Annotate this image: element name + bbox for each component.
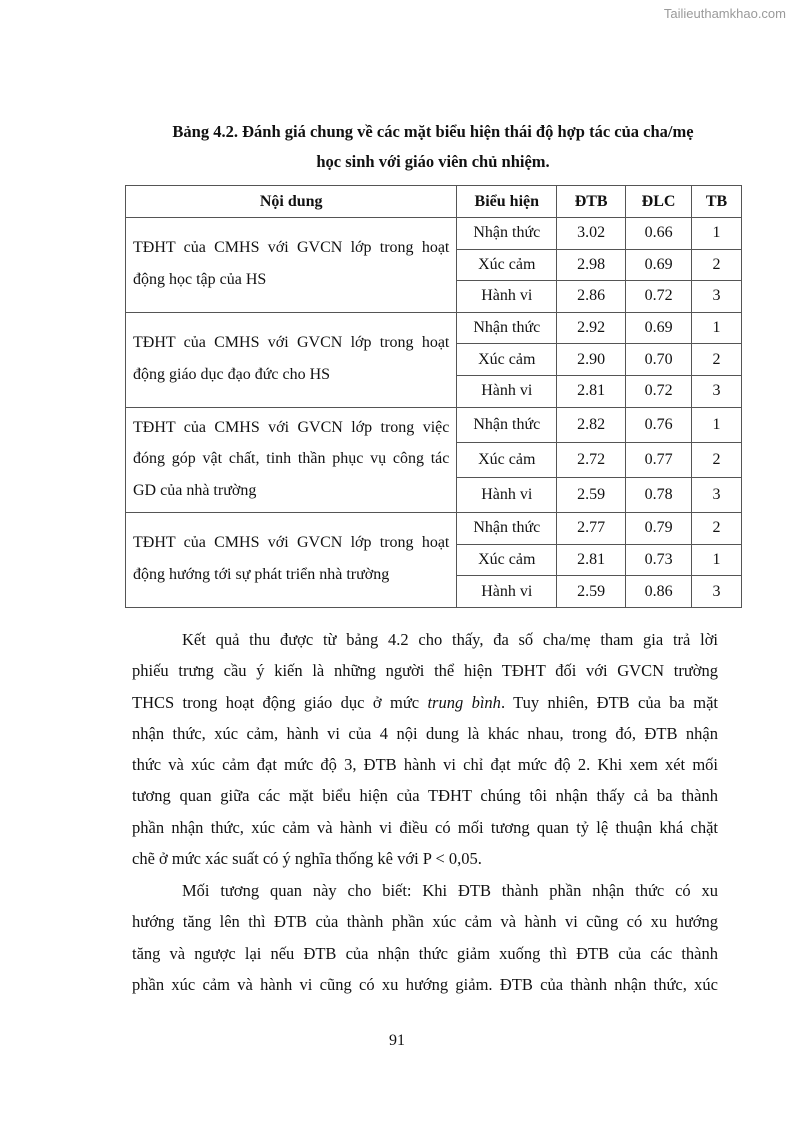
tb-cell: 3 [692,576,742,608]
watermark: Tailieuthamkhao.com [663,6,786,21]
dlc-cell: 0.77 [626,442,692,477]
header-tb: TB [692,186,742,218]
paragraph-line [132,687,718,718]
dlc-cell: 0.78 [626,477,692,512]
results-table [125,185,742,608]
dlc-cell: 0.73 [626,544,692,576]
table-row [126,513,742,545]
table-row [126,407,742,442]
dlc-cell: 0.66 [626,218,692,250]
dlc-cell: 0.72 [626,375,692,407]
header-content: Nội dung [126,186,457,218]
dtb-cell: 2.98 [557,249,626,281]
aspect-cell: Xúc cảm [457,344,557,376]
text-span: . Tuy nhiên, ĐTB của ba mặt [500,692,718,712]
paragraph-line: tương quan giữa các mặt biểu hiện của TĐHT chúng tôi nhận thấy cả ba thành [132,786,718,806]
content-cell: TĐHT của CMHS với GVCN lớp trong hoạt động hướng tới sự phát triển nhà trường [126,513,457,608]
tb-cell: 3 [692,281,742,313]
dtb-cell: 2.86 [557,281,626,313]
dlc-cell: 0.76 [626,407,692,442]
content-cell: TĐHT của CMHS với GVCN lớp trong hoạt động học tập của HS [126,218,457,313]
aspect-cell: Xúc cảm [457,544,557,576]
tb-cell: 2 [692,249,742,281]
dlc-cell: 0.72 [626,281,692,313]
paragraph-line: phiếu trưng cầu ý kiến là những người thể hiện TĐHT đối với GVCN trường [132,661,718,681]
paragraph-2 [132,875,718,1000]
caption-line-1: Bảng 4.2. Đánh giá chung về các mặt biểu hiện thái độ hợp tác của cha/mẹ [172,122,694,141]
aspect-cell: Nhận thức [457,312,557,344]
dtb-cell: 2.77 [557,513,626,545]
paragraph-1 [132,624,718,874]
content-cell: TĐHT của CMHS với GVCN lớp trong hoạt động giáo dục đạo đức cho HS [126,312,457,407]
paragraph-line: tăng và ngược lại nếu ĐTB của nhận thức giảm xuống thì ĐTB của các thành [132,943,718,963]
tb-cell: 3 [692,477,742,512]
tb-cell: 3 [692,375,742,407]
content-cell: TĐHT của CMHS với GVCN lớp trong việc đóng góp vật chất, tinh thần phục vụ công tác GD của nhà trường [126,407,457,513]
dtb-cell: 2.81 [557,544,626,576]
paragraph-line: Mối tương quan này cho biết: Khi ĐTB thành phần nhận thức có xu [182,881,718,900]
tb-cell: 1 [692,544,742,576]
dlc-cell: 0.69 [626,249,692,281]
aspect-cell: Hành vi [457,281,557,313]
dtb-cell: 3.02 [557,218,626,250]
text-span: THCS trong hoạt động giáo dục ở mức [132,692,428,712]
dlc-cell: 0.86 [626,576,692,608]
header-dtb: ĐTB [557,186,626,218]
tb-cell: 2 [692,513,742,545]
table-row [126,218,742,250]
aspect-cell: Hành vi [457,477,557,512]
aspect-cell: Hành vi [457,576,557,608]
aspect-cell: Xúc cảm [457,442,557,477]
paragraph-line: phần xúc cảm và hành vi cũng có xu hướng giảm. ĐTB của thành nhận thức, xúc [132,974,718,994]
header-dlc: ĐLC [626,186,692,218]
tb-cell: 1 [692,407,742,442]
table-row [126,312,742,344]
aspect-cell: Nhận thức [457,218,557,250]
paragraph-line: Kết quả thu được từ bảng 4.2 cho thấy, đa số cha/mẹ tham gia trả lời [182,630,718,649]
header-aspect: Biểu hiện [457,186,557,218]
paragraph-line: thức và xúc cảm đạt mức độ 3, ĐTB hành vi chỉ đạt mức độ 2. Khi xem xét mối [132,755,718,775]
aspect-cell: Xúc cảm [457,249,557,281]
aspect-cell: Hành vi [457,375,557,407]
dlc-cell: 0.69 [626,312,692,344]
dtb-cell: 2.59 [557,576,626,608]
dtb-cell: 2.92 [557,312,626,344]
italic-term: trung bình [427,692,501,712]
tb-cell: 2 [692,442,742,477]
dtb-cell: 2.82 [557,407,626,442]
dtb-cell: 2.90 [557,344,626,376]
tb-cell: 2 [692,344,742,376]
dtb-cell: 2.72 [557,442,626,477]
paragraph-line: phần nhận thức, xúc cảm và hành vi điều có mối tương quan tỷ lệ thuận khá chặt [132,817,718,837]
aspect-cell: Nhận thức [457,513,557,545]
table-header-row [126,186,742,218]
dtb-cell: 2.59 [557,477,626,512]
tb-cell: 1 [692,218,742,250]
dlc-cell: 0.79 [626,513,692,545]
tb-cell: 1 [692,312,742,344]
paragraph-line: nhận thức, xúc cảm, hành vi của 4 nội dung là khác nhau, trong đó, ĐTB nhận [132,723,718,743]
table-caption [125,117,741,177]
paragraph-line: chẽ ở mức xác suất có ý nghĩa thống kê với P < 0,05. [132,849,482,869]
page-number: 91 [389,1032,405,1049]
aspect-cell: Nhận thức [457,407,557,442]
paragraph-line: hướng tăng lên thì ĐTB của thành phần xúc cảm và hành vi cũng có xu hướng [132,912,718,932]
caption-line-2: học sinh với giáo viên chủ nhiệm. [316,152,550,171]
dtb-cell: 2.81 [557,375,626,407]
dlc-cell: 0.70 [626,344,692,376]
